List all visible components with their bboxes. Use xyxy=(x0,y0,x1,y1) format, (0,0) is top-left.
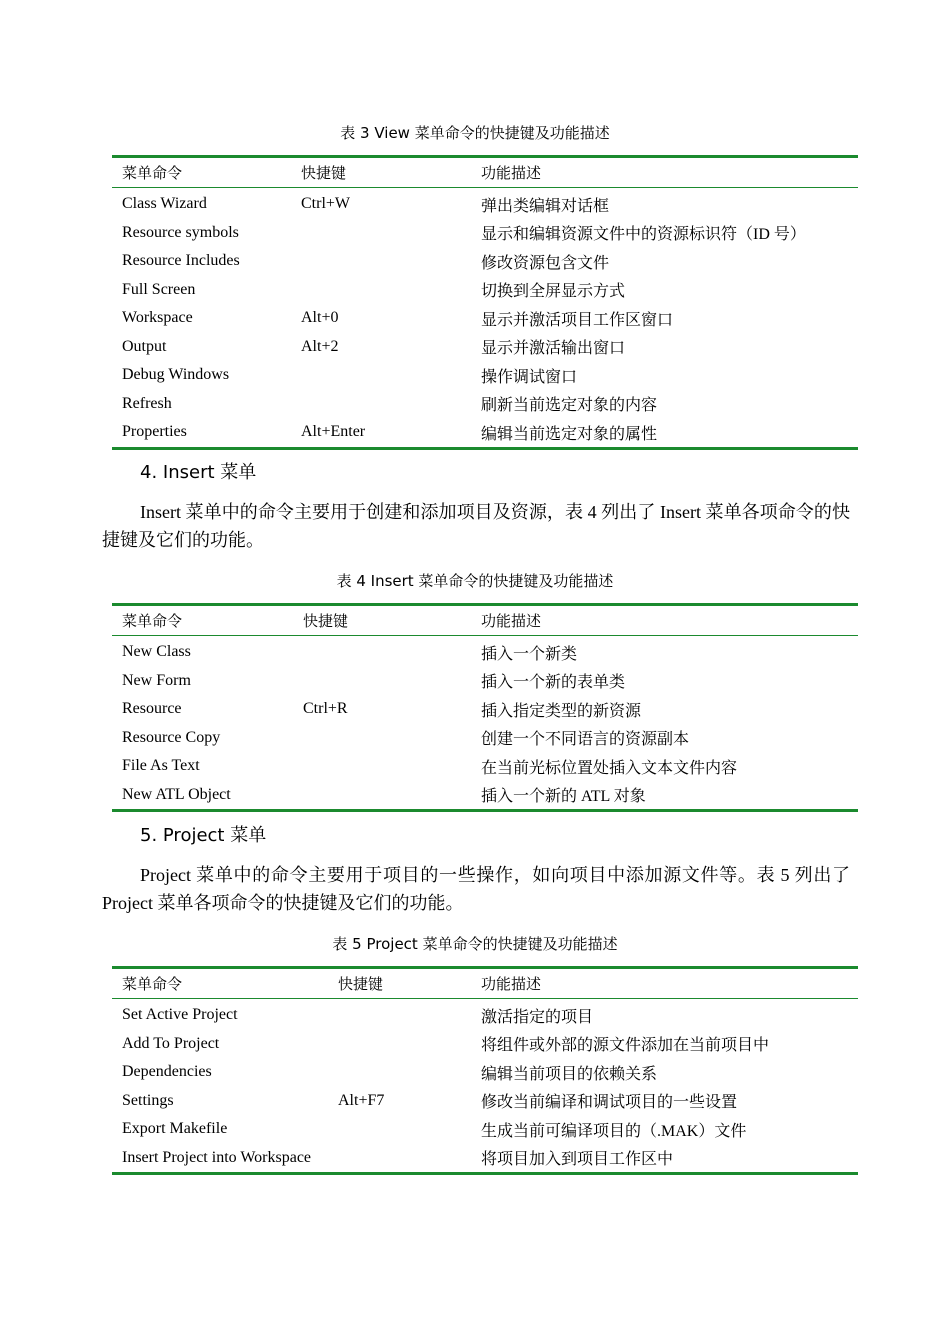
description-cell: 插入指定类型的新资源 xyxy=(481,702,642,720)
shortcut-cell xyxy=(293,781,471,811)
shortcut-cell xyxy=(291,390,471,419)
menu-command-cell: Insert Project into Workspace xyxy=(122,1148,312,1166)
table-row xyxy=(112,752,858,781)
table5-caption: 表 5 Project 菜单命令的快捷键及功能描述 xyxy=(332,935,618,953)
section-paragraph-project: Project 菜单中的命令主要用于项目的一些操作，如向项目中添加源文件等。表 5 列出了 Project 菜单各项命令的快捷键及它们的功能。 xyxy=(102,865,850,913)
table-row xyxy=(112,1058,858,1087)
shortcut-cell xyxy=(293,724,471,753)
menu-command-cell: Class Wizard xyxy=(122,195,207,213)
table-row xyxy=(112,418,858,448)
menu-command-cell: Add To Project xyxy=(122,1034,220,1052)
menu-command-cell: Output xyxy=(122,337,167,355)
menu-command-cell: Export Makefile xyxy=(122,1120,228,1138)
menu-command-cell: Workspace xyxy=(122,309,193,327)
description-cell: 将项目加入到项目工作区中 xyxy=(481,1151,674,1169)
menu-command-cell: Properties xyxy=(122,423,187,441)
table-row xyxy=(112,304,858,333)
description-cell: 显示并激活项目工作区窗口 xyxy=(481,311,674,329)
table4-caption: 表 4 Insert 菜单命令的快捷键及功能描述 xyxy=(336,572,614,590)
table-row xyxy=(112,1144,858,1174)
description-cell: 插入一个新的 ATL 对象 xyxy=(481,788,646,806)
menu-command-cell: Settings xyxy=(122,1091,174,1109)
table-row xyxy=(112,1115,858,1144)
description-cell: 插入一个新类 xyxy=(481,645,578,663)
section-paragraph-insert: Insert 菜单中的命令主要用于创建和添加项目及资源，表 4 列出了 Insert 菜单各项命令的快捷键及它们的功能。 xyxy=(102,502,850,550)
table-row xyxy=(112,390,858,419)
table-row xyxy=(112,1087,858,1116)
column-header: 功能描述 xyxy=(471,157,858,188)
shortcut-cell: Alt+F7 xyxy=(338,1091,385,1109)
description-cell: 切换到全屏显示方式 xyxy=(481,283,626,301)
description-cell: 插入一个新的表单类 xyxy=(481,674,626,692)
table4 xyxy=(112,603,858,812)
description-cell: 在当前光标位置处插入文本文件内容 xyxy=(481,759,738,777)
shortcut-cell xyxy=(291,361,471,390)
table-header-row xyxy=(112,605,858,636)
table3-caption: 表 3 View 菜单命令的快捷键及功能描述 xyxy=(340,124,610,142)
menu-command-cell: Resource symbols xyxy=(122,223,239,241)
column-header: 快捷键 xyxy=(328,968,471,999)
menu-command-cell: File As Text xyxy=(122,757,200,775)
shortcut-cell xyxy=(291,219,471,248)
table3 xyxy=(112,155,858,450)
menu-command-cell: New ATL Object xyxy=(122,785,231,803)
description-cell: 操作调试窗口 xyxy=(481,368,578,386)
section-heading-project: 5. Project 菜单 xyxy=(140,825,267,846)
description-cell: 创建一个不同语言的资源副本 xyxy=(481,731,690,749)
section-heading-insert: 4. Insert 菜单 xyxy=(140,462,257,483)
shortcut-cell: Alt+2 xyxy=(301,337,339,355)
menu-command-cell: Resource Copy xyxy=(122,728,221,746)
column-header: 菜单命令 xyxy=(112,968,328,999)
table-row xyxy=(112,333,858,362)
column-header: 菜单命令 xyxy=(112,157,291,188)
menu-command-cell: Resource Includes xyxy=(122,252,240,270)
shortcut-cell: Alt+Enter xyxy=(301,423,366,441)
column-header: 菜单命令 xyxy=(112,605,293,636)
table-row xyxy=(112,636,858,667)
table-row xyxy=(112,188,858,219)
table-row xyxy=(112,361,858,390)
shortcut-cell xyxy=(293,636,471,667)
description-cell: 生成当前可编译项目的（.MAK）文件 xyxy=(481,1122,747,1140)
table-row xyxy=(112,247,858,276)
table-row xyxy=(112,724,858,753)
table-row xyxy=(112,695,858,724)
description-cell: 编辑当前项目的依赖关系 xyxy=(481,1065,658,1083)
shortcut-cell: Ctrl+R xyxy=(303,700,348,718)
menu-command-cell: New Form xyxy=(122,671,191,689)
shortcut-cell xyxy=(328,1115,471,1144)
shortcut-cell xyxy=(328,999,471,1030)
table-row xyxy=(112,999,858,1030)
menu-command-cell: Dependencies xyxy=(122,1063,212,1081)
column-header: 功能描述 xyxy=(471,968,858,999)
table-row xyxy=(112,781,858,811)
shortcut-cell xyxy=(328,1030,471,1059)
column-header: 功能描述 xyxy=(471,605,858,636)
shortcut-cell: Ctrl+W xyxy=(301,195,351,213)
menu-command-cell: New Class xyxy=(122,643,191,661)
table-header-row xyxy=(112,968,858,999)
shortcut-cell xyxy=(293,752,471,781)
column-header: 快捷键 xyxy=(291,157,471,188)
shortcut-cell: Alt+0 xyxy=(301,309,339,327)
menu-command-cell: Refresh xyxy=(122,394,172,412)
description-cell: 修改当前编译和调试项目的一些设置 xyxy=(481,1094,738,1112)
description-cell: 修改资源包含文件 xyxy=(481,254,610,272)
description-cell: 激活指定的项目 xyxy=(481,1008,594,1026)
table-row xyxy=(112,1030,858,1059)
description-cell: 显示和编辑资源文件中的资源标识符（ID 号） xyxy=(481,226,806,244)
column-header: 快捷键 xyxy=(293,605,471,636)
menu-command-cell: Debug Windows xyxy=(122,366,230,384)
shortcut-cell xyxy=(291,276,471,305)
menu-command-cell: Full Screen xyxy=(122,280,196,298)
table-row xyxy=(112,219,858,248)
shortcut-cell xyxy=(293,667,471,696)
description-cell: 编辑当前选定对象的属性 xyxy=(481,425,658,443)
table-header-row xyxy=(112,157,858,188)
table5 xyxy=(112,966,858,1175)
description-cell: 将组件或外部的源文件添加在当前项目中 xyxy=(481,1037,770,1055)
table-row xyxy=(112,667,858,696)
description-cell: 弹出类编辑对话框 xyxy=(481,197,610,215)
description-cell: 刷新当前选定对象的内容 xyxy=(481,397,658,415)
table-row xyxy=(112,276,858,305)
description-cell: 显示并激活输出窗口 xyxy=(481,340,626,358)
shortcut-cell xyxy=(328,1144,471,1174)
shortcut-cell xyxy=(291,247,471,276)
menu-command-cell: Resource xyxy=(122,700,182,718)
shortcut-cell xyxy=(328,1058,471,1087)
menu-command-cell: Set Active Project xyxy=(122,1006,238,1024)
